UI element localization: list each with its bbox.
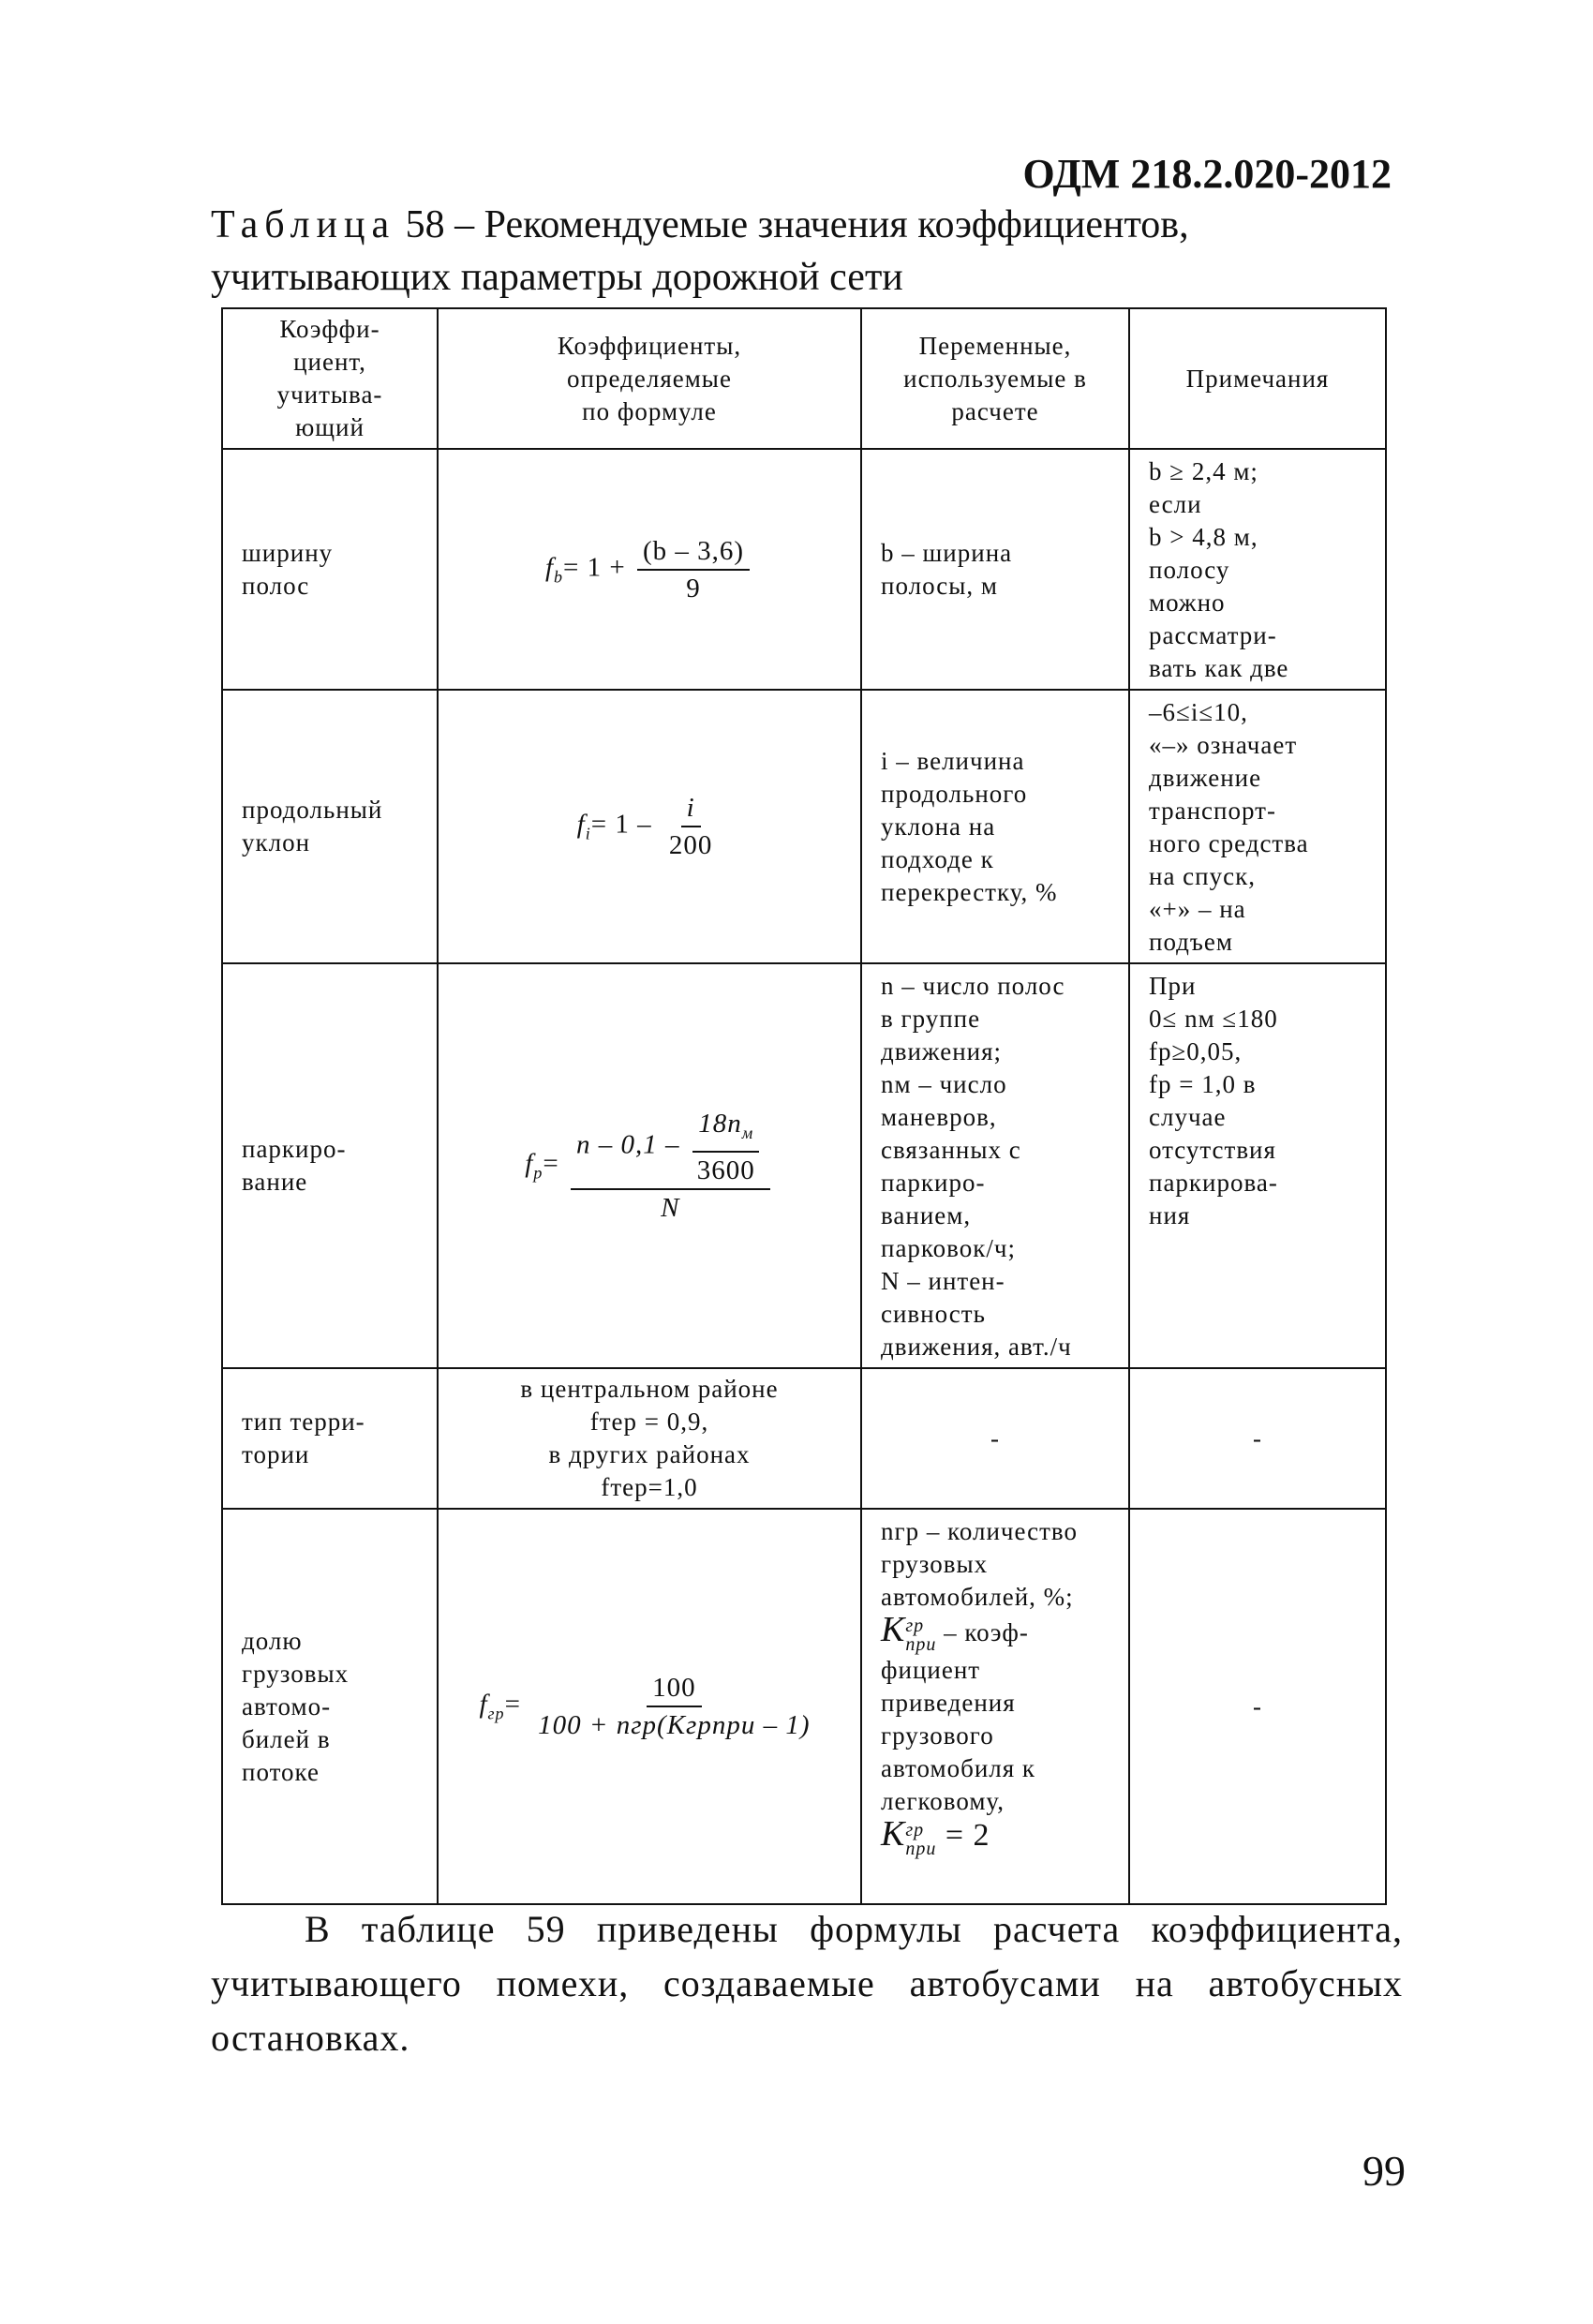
notes-cell: При 0≤ nм ≤180 fp≥0,05, fp = 1,0 в случае отсутствия паркирова- ния bbox=[1129, 963, 1386, 1368]
column-header-variables: Переменные, используемые в расчете bbox=[861, 308, 1129, 449]
inner-fraction bbox=[692, 1106, 761, 1188]
inner-numerator bbox=[692, 1106, 759, 1153]
page-number: 99 bbox=[1362, 2147, 1406, 2195]
formula-cell: в центральном районе fтер = 0,9, в других районах fтер=1,0 bbox=[438, 1368, 861, 1509]
formula-eq: = bbox=[543, 1148, 559, 1179]
formula-lhs-sub: i bbox=[585, 824, 591, 843]
table-row bbox=[222, 449, 1386, 690]
notes-cell: b ≥ 2,4 м; если b > 4,8 м, полосу можно рассматри- вать как две bbox=[1129, 449, 1386, 690]
table-row bbox=[222, 690, 1386, 963]
column-header-notes: Примечания bbox=[1129, 308, 1386, 449]
k-superscript: гр bbox=[905, 1615, 925, 1636]
fraction-denominator: N bbox=[661, 1192, 680, 1223]
fraction-numerator: i bbox=[681, 790, 701, 827]
table-row bbox=[222, 1368, 1386, 1509]
table-row bbox=[222, 963, 1386, 1368]
variables-text: фициент приведения грузового автомобиля к легковому, bbox=[881, 1655, 1036, 1815]
formula-cell bbox=[438, 449, 861, 690]
inner-numerator-text: 18n bbox=[698, 1109, 742, 1140]
fraction-numerator: (b – 3,6) bbox=[637, 533, 750, 571]
coefficients-table bbox=[221, 307, 1387, 1905]
table-caption-text: 58 – Рекомендуемые значения коэффициентов, учитывающих параметры дорожной сети bbox=[211, 203, 1189, 299]
formula-fraction bbox=[663, 790, 719, 863]
fraction-denominator: 100 + nгр(Kгрпри – 1) bbox=[538, 1710, 811, 1740]
formula-eq: = 1 + bbox=[563, 552, 633, 583]
k-subscript: при bbox=[905, 1633, 937, 1655]
formula-lhs: f bbox=[525, 1148, 534, 1179]
notes-cell: - bbox=[1129, 1509, 1386, 1904]
coefficient-name: долю грузовых автомо- билей в потоке bbox=[222, 1509, 438, 1904]
formula-lhs-sub: b bbox=[554, 566, 563, 586]
table-caption bbox=[211, 199, 1392, 304]
k-value-line bbox=[881, 1813, 1109, 1859]
document-code: ОДМ 218.2.020-2012 bbox=[1022, 151, 1392, 197]
formula-eq: = bbox=[504, 1689, 521, 1720]
variables-cell bbox=[861, 1509, 1129, 1904]
column-header-coefficient: Коэффи- циент, учитыва- ющий bbox=[222, 308, 438, 449]
k-symbol: K bbox=[881, 1610, 906, 1649]
table-header-row bbox=[222, 308, 1386, 449]
column-header-formula: Коэффициенты, определяемые по формуле bbox=[438, 308, 861, 449]
k-value: = 2 bbox=[936, 1817, 990, 1853]
k-coefficient-line bbox=[881, 1610, 1109, 1655]
k-superscript: гр bbox=[905, 1819, 925, 1840]
variables-cell: n – число полос в группе движения; nм – число маневров, связанных с паркиро- ванием, парковок/ч; N – интен- сивность движения, авт./ч bbox=[861, 963, 1129, 1368]
variables-cell: b – ширина полосы, м bbox=[861, 449, 1129, 690]
inner-denominator: 3600 bbox=[696, 1155, 755, 1185]
formula-lhs-sub: p bbox=[533, 1163, 543, 1183]
formula-fraction bbox=[532, 1670, 815, 1743]
fraction-denominator: 9 bbox=[686, 573, 701, 603]
variables-cell: i – величина продольного уклона на подходе к перекрестку, % bbox=[861, 690, 1129, 963]
body-paragraph: В таблице 59 приведены формулы расчета коэффициента, учитывающего помехи, создаваемые автобусами на автобусных остановках. bbox=[211, 1908, 1403, 2059]
fraction-numerator bbox=[571, 1106, 770, 1190]
formula-lhs: f bbox=[544, 552, 554, 583]
variables-cell: - bbox=[861, 1368, 1129, 1509]
formula-fraction bbox=[637, 533, 750, 606]
coefficient-name: продольный уклон bbox=[222, 690, 438, 963]
k-symbol: K bbox=[881, 1813, 906, 1854]
numerator-part: n – 0,1 – bbox=[575, 1129, 688, 1160]
formula-fraction bbox=[571, 1106, 770, 1226]
formula-lhs: f bbox=[479, 1689, 488, 1720]
formula-eq: = 1 – bbox=[590, 809, 660, 840]
fraction-denominator: 200 bbox=[668, 830, 713, 860]
variables-text: nгр – количество грузовых автомобилей, %; bbox=[881, 1517, 1078, 1611]
formula-lhs: f bbox=[576, 809, 586, 840]
formula-cell bbox=[438, 1509, 861, 1904]
notes-cell: –6≤i≤10, «–» означает движение транспорт- ного средства на спуск, «+» – на подъем bbox=[1129, 690, 1386, 963]
table-caption-label: Таблица bbox=[211, 203, 396, 246]
formula-cell bbox=[438, 690, 861, 963]
coefficient-name: паркиро- вание bbox=[222, 963, 438, 1368]
k-subscript: при bbox=[905, 1838, 937, 1859]
coefficient-name: ширину полос bbox=[222, 449, 438, 690]
fraction-numerator: 100 bbox=[647, 1670, 702, 1707]
table-row bbox=[222, 1509, 1386, 1904]
inner-numerator-sub: м bbox=[741, 1123, 754, 1142]
formula-lhs-sub: гр bbox=[487, 1704, 505, 1723]
variables-text: – коэф- bbox=[936, 1618, 1029, 1646]
coefficient-name: тип терри- тории bbox=[222, 1368, 438, 1509]
notes-cell: - bbox=[1129, 1368, 1386, 1509]
formula-cell bbox=[438, 963, 861, 1368]
